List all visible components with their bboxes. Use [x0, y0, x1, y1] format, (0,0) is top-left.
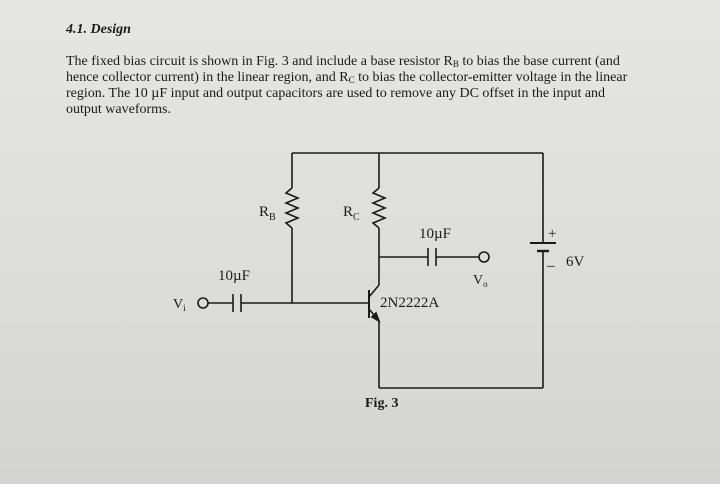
- vo-label: $V_o$: [473, 273, 488, 289]
- battery-minus-label: –: [547, 258, 555, 274]
- rb-resistor: [286, 188, 298, 228]
- battery-plus-label: +: [548, 226, 557, 242]
- vo-terminal: [479, 252, 489, 262]
- rc-resistor: [373, 188, 385, 228]
- battery-voltage-label: 6V: [566, 254, 585, 270]
- output-cap-label: 10µF: [419, 226, 451, 242]
- figure-caption: Fig. 3: [365, 396, 399, 411]
- paragraph-line-1: The fixed bias circuit is shown in Fig. 3 and include a base resistor $R_B$ to bias the base current (and: [66, 54, 620, 69]
- transistor-collector-leg: [369, 285, 379, 297]
- paragraph-line-3: region. The 10 µF input and output capacitors are used to remove any DC offset in the input and: [66, 86, 606, 101]
- transistor-label: 2N2222A: [380, 295, 440, 311]
- paragraph-line-2: hence collector current) in the linear region, and $R_C$ to bias the collector-emitter voltage in the linear: [66, 70, 628, 85]
- paragraph-line-4: output waveforms.: [66, 102, 171, 117]
- rc-label: $R_C$: [343, 204, 360, 223]
- input-cap-label: 10µF: [218, 268, 250, 284]
- rb-label: $R_B$: [259, 204, 276, 223]
- vi-terminal: [198, 298, 208, 308]
- vi-label: $V_i$: [173, 297, 186, 313]
- section-heading: 4.1. Design: [66, 22, 131, 37]
